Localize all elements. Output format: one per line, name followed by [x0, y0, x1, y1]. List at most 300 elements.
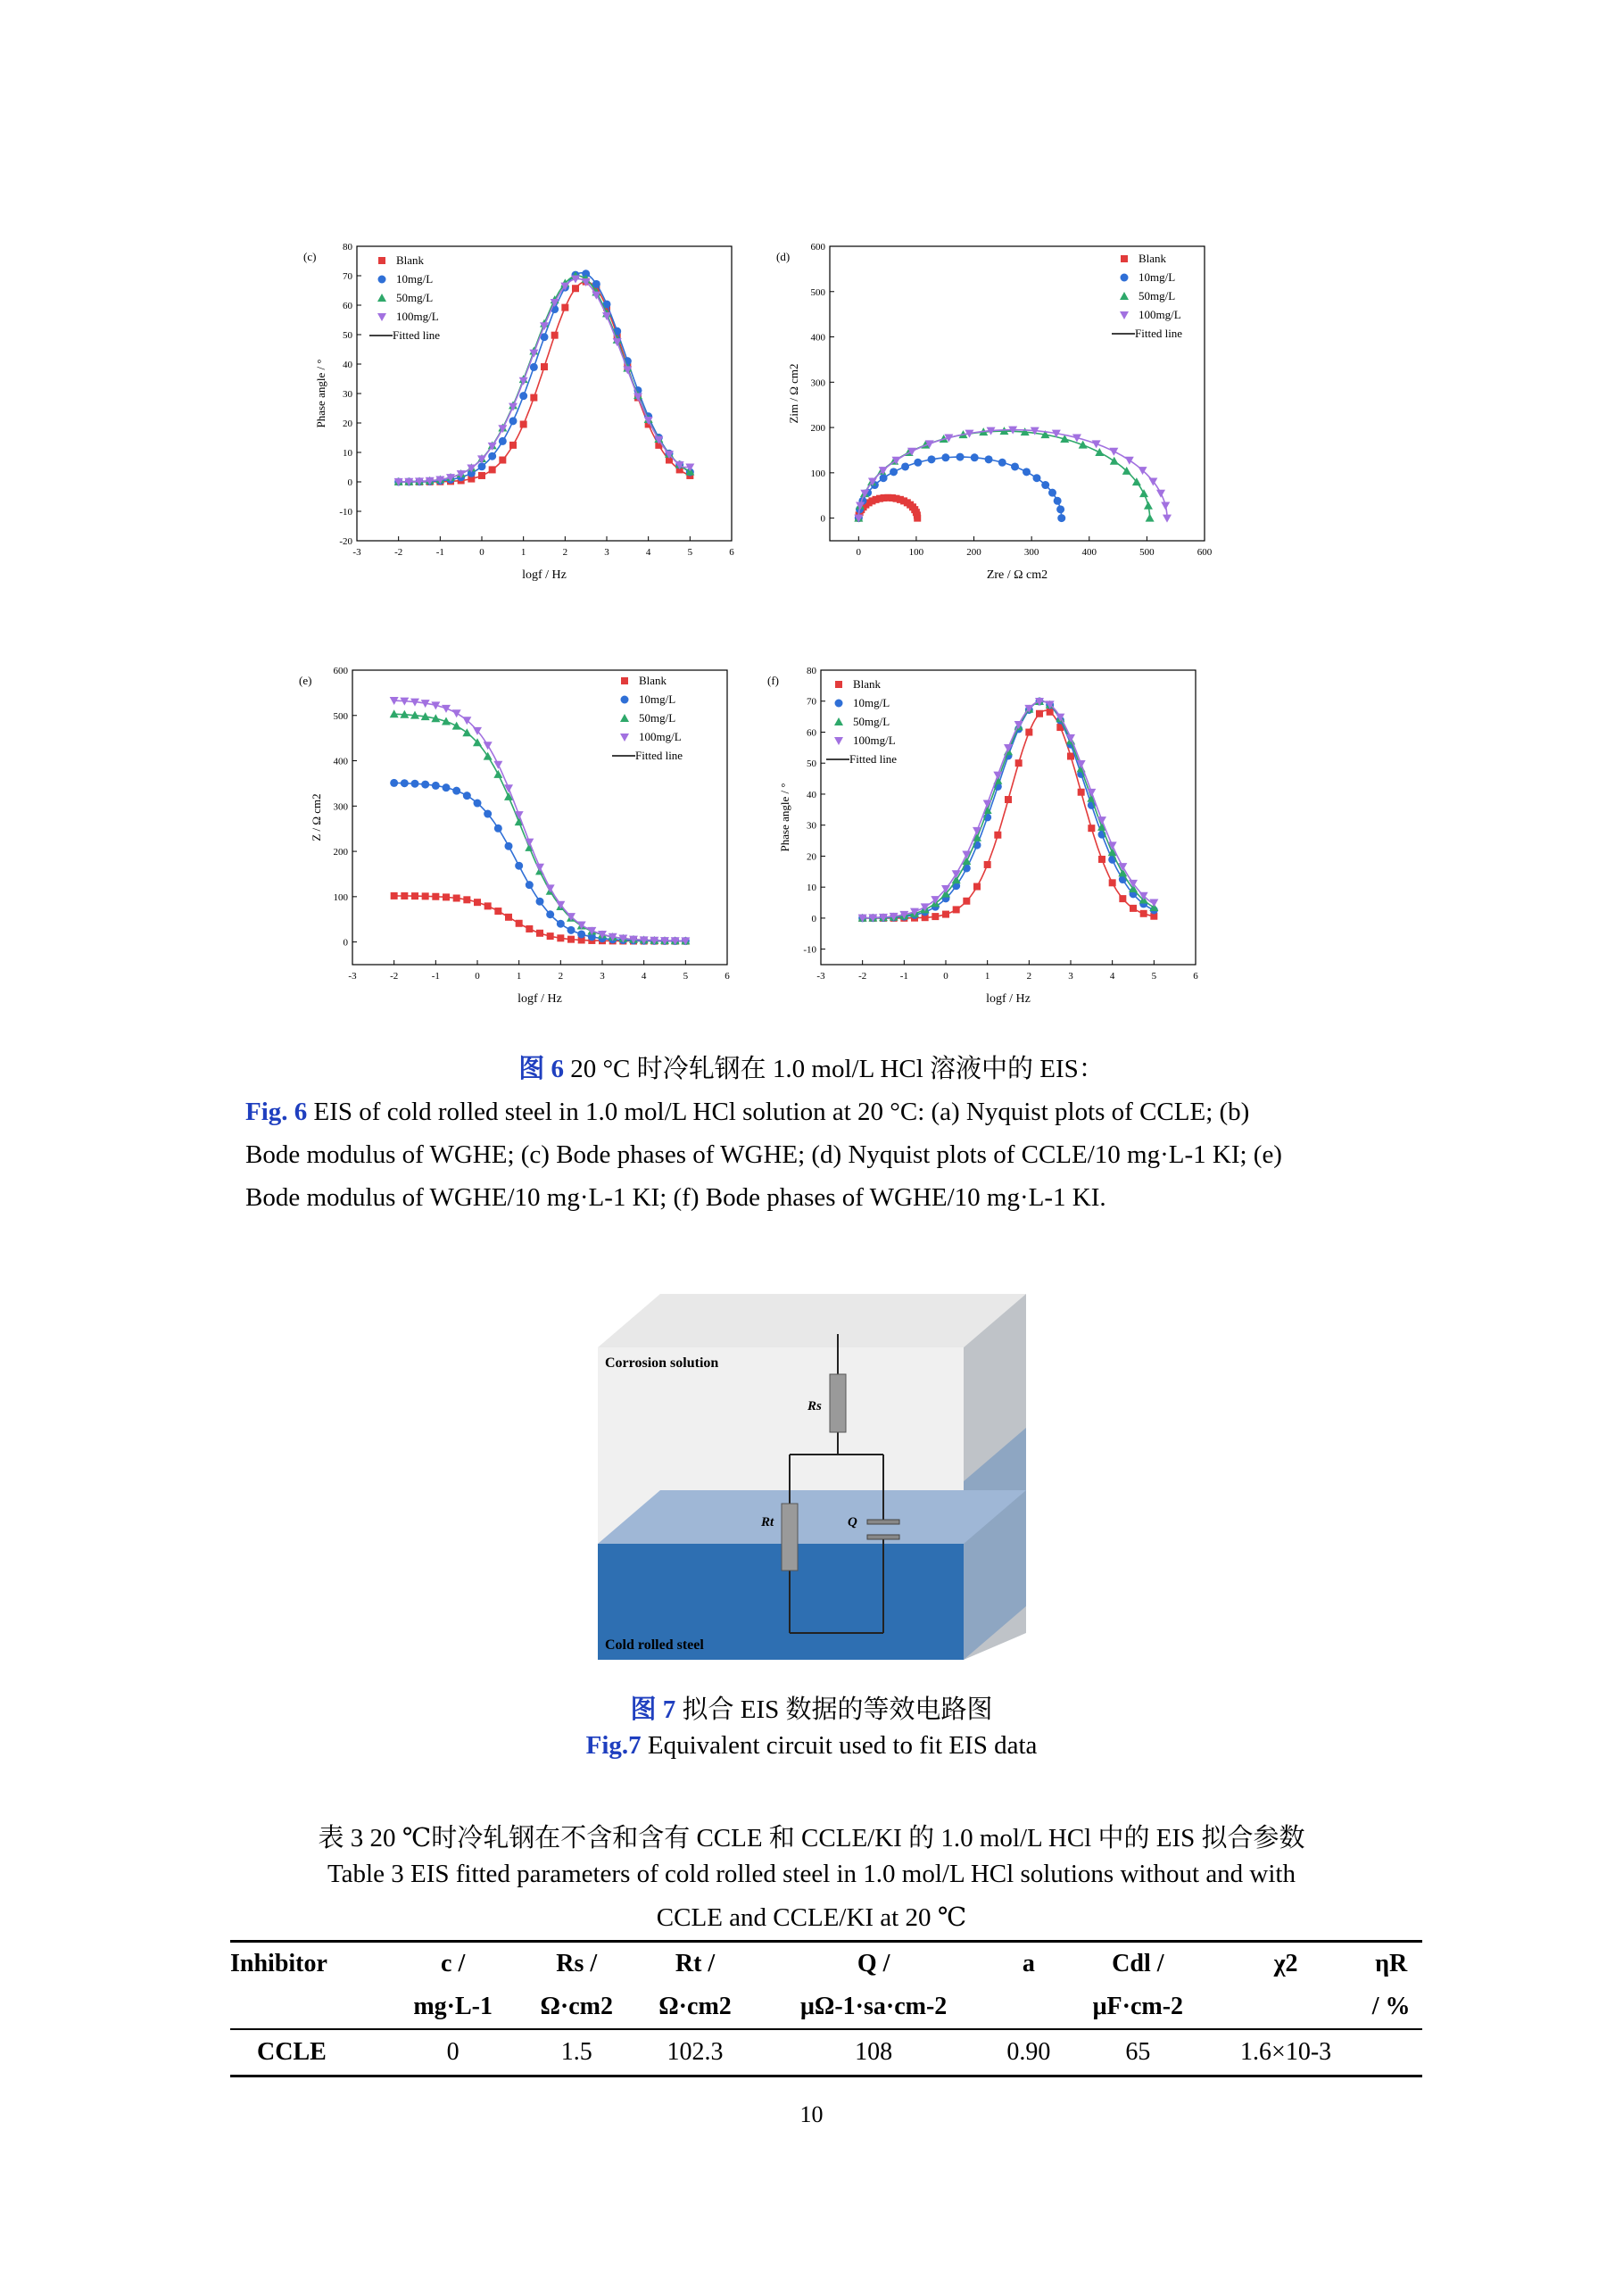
- point-blank: [463, 896, 470, 903]
- point-blank: [520, 420, 527, 427]
- point-blank: [505, 914, 512, 921]
- y-tick-label: 0: [343, 937, 348, 949]
- x-tick-label: 4: [1109, 971, 1115, 982]
- x-tick-label: -2: [858, 971, 867, 982]
- y-tick-label: 0: [347, 477, 352, 488]
- fig6-caption-cn: [0, 1049, 1623, 1085]
- point-c10: [478, 462, 486, 470]
- chart-d: [776, 241, 1222, 598]
- y-tick-label: 40: [807, 789, 816, 800]
- legend-label-c100: 100mg/L: [853, 734, 896, 747]
- x-tick-label: 2: [1026, 971, 1032, 982]
- x-tick-label: 400: [1081, 547, 1097, 558]
- point-blank: [432, 893, 439, 900]
- legend-marker-c50: [1120, 292, 1129, 300]
- y-tick-label: 20: [807, 851, 816, 863]
- fit-line-blank: [399, 282, 691, 482]
- legend-label-blank: Blank: [1139, 252, 1167, 265]
- y-tick-label: 40: [343, 360, 352, 370]
- legend-label-fit: Fitted line: [635, 749, 683, 762]
- chart-e: [299, 665, 745, 1022]
- fig7-en-text: Equivalent circuit used to fit EIS data: [641, 1731, 1038, 1760]
- point-blank: [484, 902, 492, 909]
- fig6-caption-en: [245, 1090, 1405, 1219]
- point-blank: [551, 332, 559, 339]
- table3-header-8: ηR: [1375, 1950, 1408, 1977]
- y-tick-label: 30: [807, 820, 816, 832]
- point-blank: [494, 908, 501, 915]
- table-cell: CCLE: [257, 2037, 327, 2066]
- legend-marker-blank: [1121, 255, 1128, 262]
- point-blank: [478, 472, 485, 479]
- fig6-cn-label: 图 6: [518, 1055, 564, 1083]
- point-c10: [1048, 489, 1056, 497]
- y-axis-label: Zim / Ω cm2: [787, 363, 800, 424]
- point-c10: [519, 392, 527, 400]
- legend-marker-c10: [835, 700, 843, 708]
- point-c10: [901, 462, 909, 470]
- x-tick-label: 100: [908, 547, 924, 558]
- legend-marker-c10: [621, 696, 629, 704]
- y-tick-label: 50: [343, 330, 352, 341]
- table3-unit-3: Ω·cm2: [658, 1993, 732, 2020]
- y-tick-label: -10: [339, 507, 352, 518]
- table3-header-6: Cdl /: [1112, 1950, 1164, 1977]
- point-blank: [1078, 789, 1085, 796]
- point-blank: [572, 285, 579, 292]
- y-tick-label: 600: [333, 666, 348, 676]
- table3-header-bottom: [230, 1985, 1422, 2029]
- x-axis-label: logf / Hz: [518, 992, 562, 1006]
- rt-resistor: [782, 1504, 798, 1571]
- y-tick-label: 100: [810, 468, 825, 479]
- q-plate-bottom: [867, 1535, 899, 1539]
- legend-marker-c10: [378, 276, 386, 284]
- table-cell: 108: [855, 2037, 893, 2066]
- x-axis-label: logf / Hz: [986, 992, 1031, 1006]
- table3-title-en-2: [0, 1902, 1623, 1933]
- point-c50: [452, 722, 461, 730]
- x-tick-label: 600: [1197, 547, 1213, 558]
- point-c10: [499, 437, 507, 445]
- legend-marker-c100: [834, 737, 843, 745]
- point-c10: [956, 453, 965, 461]
- x-tick-label: 5: [683, 971, 689, 982]
- fig6-en-line1: EIS of cold rolled steel in 1.0 mol/L HCl solution at 20 °C: (a) Nyquist plots of CCLE; (b): [307, 1098, 1250, 1126]
- x-tick-label: 6: [1193, 971, 1198, 982]
- y-tick-label: 500: [333, 710, 348, 722]
- point-blank: [1015, 759, 1023, 767]
- y-tick-label: 60: [807, 727, 816, 739]
- point-blank: [1119, 895, 1126, 902]
- point-blank: [1140, 910, 1147, 917]
- chart-c: [303, 241, 749, 598]
- table3-header-1: c /: [441, 1950, 466, 1977]
- y-tick-label: 0: [811, 913, 816, 924]
- x-tick-label: 2: [558, 971, 564, 982]
- x-tick-label: 1: [516, 971, 522, 982]
- fig7-cn-label: 图 7: [630, 1695, 676, 1724]
- x-tick-label: 3: [604, 547, 609, 558]
- table3-cn-title: 表 3 20 ℃时冷轧钢在不含和含有 CCLE 和 CCLE/KI 的 1.0 mol/L HCl 中的 EIS 拟合参数: [318, 1824, 1305, 1853]
- chart-f: [767, 665, 1213, 1022]
- legend-label-c50: 50mg/L: [639, 711, 676, 725]
- legend-label-c10: 10mg/L: [1139, 270, 1176, 284]
- point-c10: [1032, 474, 1040, 482]
- legend-marker-c100: [377, 313, 386, 321]
- fit-line-c100: [399, 278, 691, 482]
- y-tick-label: 300: [333, 801, 348, 813]
- q-label: Q: [848, 1515, 857, 1529]
- x-tick-label: 1: [520, 547, 526, 558]
- x-tick-label: 0: [943, 971, 948, 982]
- y-tick-label: 20: [343, 419, 352, 429]
- point-blank: [914, 515, 921, 522]
- x-tick-label: -3: [816, 971, 825, 982]
- point-blank: [557, 934, 564, 941]
- x-tick-label: 1: [984, 971, 990, 982]
- y-tick-label: 60: [343, 301, 352, 311]
- fig7-diagram: [589, 1285, 1035, 1660]
- table3-title-cn: [0, 1818, 1623, 1854]
- y-tick-label: -20: [339, 536, 352, 547]
- point-c10: [1023, 468, 1031, 476]
- table3-unit-2: Ω·cm2: [540, 1993, 613, 2020]
- y-tick-label: 10: [807, 883, 816, 894]
- fit-line-blank: [863, 710, 1155, 918]
- point-c100: [452, 709, 461, 717]
- legend-label-blank: Blank: [396, 253, 425, 267]
- fig6-en-line2: Bode modulus of WGHE; (c) Bode phases of WGHE; (d) Nyquist plots of CCLE/10 mg·L-1 KI; (e): [245, 1140, 1282, 1169]
- table-cell: 0.90: [1006, 2037, 1051, 2066]
- fig7-caption-en: [0, 1731, 1623, 1761]
- table3-header-5: a: [1022, 1950, 1035, 1977]
- y-tick-label: 80: [807, 666, 816, 676]
- point-c100: [1163, 515, 1172, 523]
- point-c100: [442, 705, 451, 713]
- point-c10: [941, 453, 949, 461]
- y-axis-label: Z / Ω cm2: [310, 793, 323, 841]
- point-c10: [1011, 462, 1019, 470]
- point-c10: [509, 417, 518, 425]
- point-c50: [1139, 489, 1148, 497]
- point-c10: [494, 825, 502, 833]
- point-blank: [963, 898, 970, 905]
- fig7-en-label: Fig.7: [585, 1731, 642, 1760]
- y-axis-label: Phase angle / °: [314, 359, 327, 428]
- legend-label-c10: 10mg/L: [853, 696, 890, 709]
- y-tick-label: 80: [343, 242, 352, 253]
- point-blank: [516, 920, 523, 927]
- point-blank: [1109, 879, 1116, 886]
- legend-marker-blank: [621, 677, 628, 684]
- point-c10: [390, 779, 398, 787]
- fit-line-c50: [399, 276, 691, 482]
- table3-unit-4: μΩ-1·sa·cm-2: [800, 1993, 948, 2020]
- fig6-en-line3: Bode modulus of WGHE/10 mg·L-1 KI; (f) Bode phases of WGHE/10 mg·L-1 KI.: [245, 1183, 1106, 1212]
- point-c10: [890, 468, 898, 476]
- fit-line-c10: [394, 783, 686, 941]
- table3: [230, 1940, 1422, 2077]
- x-tick-label: -2: [394, 547, 403, 558]
- legend-marker-blank: [835, 681, 842, 688]
- y-tick-label: 70: [807, 696, 816, 708]
- x-tick-label: 5: [687, 547, 693, 558]
- chart-f-svg: [767, 665, 1213, 1022]
- table3-unit-1: mg·L-1: [413, 1993, 493, 2020]
- point-c10: [927, 455, 935, 463]
- point-blank: [453, 895, 460, 902]
- legend-label-c50: 50mg/L: [396, 291, 434, 304]
- table-cell: 102.3: [667, 2037, 724, 2066]
- table3-en-title-line2: CCLE and CCLE/KI at 20 ℃: [656, 1903, 967, 1932]
- point-c100: [525, 839, 534, 847]
- x-tick-label: -3: [352, 547, 361, 558]
- x-tick-label: 6: [729, 547, 734, 558]
- table3-title-en-1: [0, 1860, 1623, 1889]
- point-c10: [536, 898, 544, 906]
- point-blank: [932, 913, 939, 920]
- point-c10: [998, 459, 1006, 467]
- point-blank: [474, 899, 481, 906]
- table3-header-2: Rs /: [556, 1950, 598, 1977]
- q-plate-top: [867, 1520, 899, 1524]
- point-blank: [984, 861, 991, 868]
- legend-marker-c100: [620, 734, 629, 742]
- point-c10: [443, 783, 451, 792]
- x-tick-label: 0: [479, 547, 484, 558]
- legend-label-blank: Blank: [639, 674, 667, 687]
- point-blank: [953, 906, 960, 913]
- x-tick-label: -1: [431, 971, 440, 982]
- y-tick-label: 70: [343, 271, 352, 282]
- point-c10: [526, 881, 534, 889]
- y-tick-label: 10: [343, 448, 352, 459]
- legend-label-c100: 100mg/L: [1139, 308, 1181, 321]
- table-cell: 1.5: [560, 2037, 592, 2066]
- point-blank: [942, 911, 949, 918]
- x-tick-label: -1: [435, 547, 444, 558]
- rt-label: Rt: [761, 1515, 774, 1529]
- y-axis-label: Phase angle / °: [778, 783, 791, 852]
- point-c10: [505, 842, 513, 850]
- table3-unit-6: μF·cm-2: [1092, 1993, 1184, 2020]
- x-tick-label: 3: [600, 971, 605, 982]
- point-blank: [973, 883, 981, 891]
- point-blank: [1005, 796, 1012, 803]
- legend-label-c50: 50mg/L: [853, 715, 890, 728]
- point-c50: [1095, 448, 1104, 456]
- point-blank: [1025, 729, 1032, 736]
- legend-label-c100: 100mg/L: [639, 730, 682, 743]
- x-tick-label: 500: [1139, 547, 1155, 558]
- page-number: 10: [799, 2101, 824, 2127]
- x-tick-label: 5: [1151, 971, 1157, 982]
- y-tick-label: 300: [810, 377, 825, 389]
- fig6-cn-text: 20 °C 时冷轧钢在 1.0 mol/L HCl 溶液中的 EIS：: [563, 1055, 1105, 1083]
- x-axis-label: logf / Hz: [522, 568, 567, 582]
- x-tick-label: -3: [348, 971, 357, 982]
- point-c10: [567, 926, 576, 934]
- y-tick-label: 200: [810, 423, 825, 435]
- rs-resistor: [830, 1374, 846, 1432]
- point-c100: [1109, 448, 1118, 456]
- table-cell: [1360, 2029, 1422, 2076]
- point-blank: [1088, 825, 1095, 832]
- x-tick-label: 4: [641, 971, 647, 982]
- point-blank: [1047, 709, 1054, 716]
- panel-label: (d): [776, 250, 791, 263]
- fit-line-c50: [858, 431, 1149, 518]
- point-c100: [1066, 734, 1075, 742]
- point-blank: [489, 466, 496, 473]
- table3-header-top: [230, 1942, 1422, 1986]
- x-tick-label: 3: [1068, 971, 1073, 982]
- rs-label: Rs: [807, 1399, 822, 1413]
- x-tick-label: -2: [390, 971, 399, 982]
- point-blank: [391, 892, 398, 899]
- point-blank: [1130, 905, 1137, 912]
- point-blank: [530, 394, 537, 402]
- point-c100: [484, 742, 493, 750]
- panel-label: (f): [767, 674, 779, 687]
- table3-header-3: Rt /: [675, 1950, 716, 1977]
- x-axis-label: Zre / Ω cm2: [986, 568, 1048, 582]
- point-blank: [541, 363, 548, 370]
- legend-marker-c50: [834, 717, 843, 725]
- x-tick-label: 4: [645, 547, 651, 558]
- point-blank: [509, 442, 517, 449]
- table3-unit-5: [993, 1985, 1064, 2029]
- y-tick-label: 0: [820, 513, 825, 525]
- table3-unit-8: / %: [1371, 1993, 1411, 2020]
- x-tick-label: 2: [562, 547, 568, 558]
- y-tick-label: -10: [803, 944, 816, 956]
- table-row: [230, 2029, 1422, 2076]
- point-c50: [462, 728, 471, 736]
- table3-header-7: χ2: [1273, 1950, 1298, 1977]
- y-tick-label: 400: [333, 756, 348, 767]
- point-blank: [422, 892, 429, 899]
- legend-label-c10: 10mg/L: [639, 692, 676, 706]
- table-cell: 0: [446, 2037, 460, 2066]
- point-c10: [484, 810, 492, 818]
- point-c10: [971, 453, 979, 461]
- point-c100: [1125, 457, 1134, 465]
- x-tick-label: 6: [725, 971, 730, 982]
- solution-label: Corrosion solution: [605, 1355, 719, 1371]
- x-tick-label: 0: [856, 547, 862, 558]
- point-c10: [577, 930, 585, 938]
- fig6-en-label: Fig. 6: [245, 1098, 308, 1126]
- y-tick-label: 400: [810, 332, 825, 344]
- point-c100: [1161, 502, 1170, 510]
- chart-d-svg: [776, 241, 1222, 598]
- chart-e-svg: [299, 665, 745, 1022]
- box-top: [598, 1294, 1026, 1347]
- point-c10: [515, 862, 523, 870]
- legend-label-fit: Fitted line: [1135, 327, 1183, 340]
- chart-c-svg: [303, 241, 749, 598]
- point-blank: [994, 832, 1001, 839]
- table3-header-0: Inhibitor: [230, 1950, 327, 1977]
- point-blank: [443, 893, 450, 900]
- point-c10: [1041, 481, 1049, 489]
- point-c10: [880, 474, 888, 482]
- point-c50: [1144, 501, 1153, 510]
- x-tick-label: 200: [966, 547, 981, 558]
- legend-label-c10: 10mg/L: [396, 272, 434, 286]
- legend-marker-blank: [378, 257, 385, 264]
- point-c10: [985, 455, 993, 463]
- point-c50: [1110, 457, 1119, 465]
- point-c10: [546, 910, 554, 918]
- legend-label-c100: 100mg/L: [396, 310, 439, 323]
- table3-body: [230, 2029, 1422, 2076]
- x-tick-label: -1: [899, 971, 908, 982]
- y-tick-label: 200: [333, 847, 348, 858]
- legend-label-fit: Fitted line: [849, 752, 898, 766]
- point-c50: [484, 752, 493, 760]
- x-tick-label: 0: [475, 971, 480, 982]
- point-blank: [1067, 752, 1074, 759]
- legend-label-blank: Blank: [853, 677, 882, 691]
- legend-label-c50: 50mg/L: [1139, 289, 1176, 303]
- point-c100: [546, 884, 555, 892]
- point-c10: [432, 782, 440, 790]
- point-c10: [1057, 514, 1065, 522]
- interface-layer: [598, 1490, 1026, 1544]
- point-blank: [499, 457, 506, 464]
- fig7-cn-text: 拟合 EIS 数据的等效电路图: [675, 1695, 993, 1724]
- table3-unit-7: [1212, 1985, 1360, 2029]
- point-c10: [421, 781, 429, 789]
- table-cell: 65: [1125, 2037, 1151, 2066]
- legend-marker-c100: [1120, 311, 1129, 319]
- table3-unit-0: [230, 1985, 388, 2029]
- point-blank: [526, 925, 533, 932]
- panel-label: (c): [303, 250, 317, 263]
- point-c10: [914, 459, 922, 467]
- point-c10: [411, 780, 419, 788]
- point-blank: [1036, 710, 1043, 717]
- y-tick-label: 500: [810, 286, 825, 298]
- point-c100: [1156, 490, 1165, 498]
- y-tick-label: 100: [333, 891, 348, 903]
- point-c10: [530, 363, 538, 371]
- y-tick-label: 50: [807, 758, 816, 770]
- point-c10: [401, 779, 409, 787]
- table-cell: 1.6×10-3: [1240, 2037, 1332, 2066]
- legend-marker-c50: [620, 714, 629, 722]
- fig7-svg: [589, 1285, 1035, 1660]
- y-tick-label: 600: [810, 242, 825, 253]
- point-blank: [561, 304, 568, 311]
- point-c10: [488, 452, 496, 460]
- point-c100: [535, 864, 544, 872]
- point-c10: [452, 787, 460, 795]
- point-blank: [547, 932, 554, 940]
- point-c10: [463, 792, 471, 800]
- fig7-caption-cn: [0, 1689, 1623, 1726]
- point-c10: [557, 920, 565, 928]
- fit-line-c10: [399, 273, 691, 482]
- table3-en-title-line1: Table 3 EIS fitted parameters of cold rolled steel in 1.0 mol/L HCl solutions without and with: [327, 1860, 1296, 1888]
- panel-label: (e): [299, 674, 312, 687]
- point-blank: [411, 892, 418, 899]
- point-blank: [567, 936, 575, 943]
- legend-marker-c50: [377, 294, 386, 302]
